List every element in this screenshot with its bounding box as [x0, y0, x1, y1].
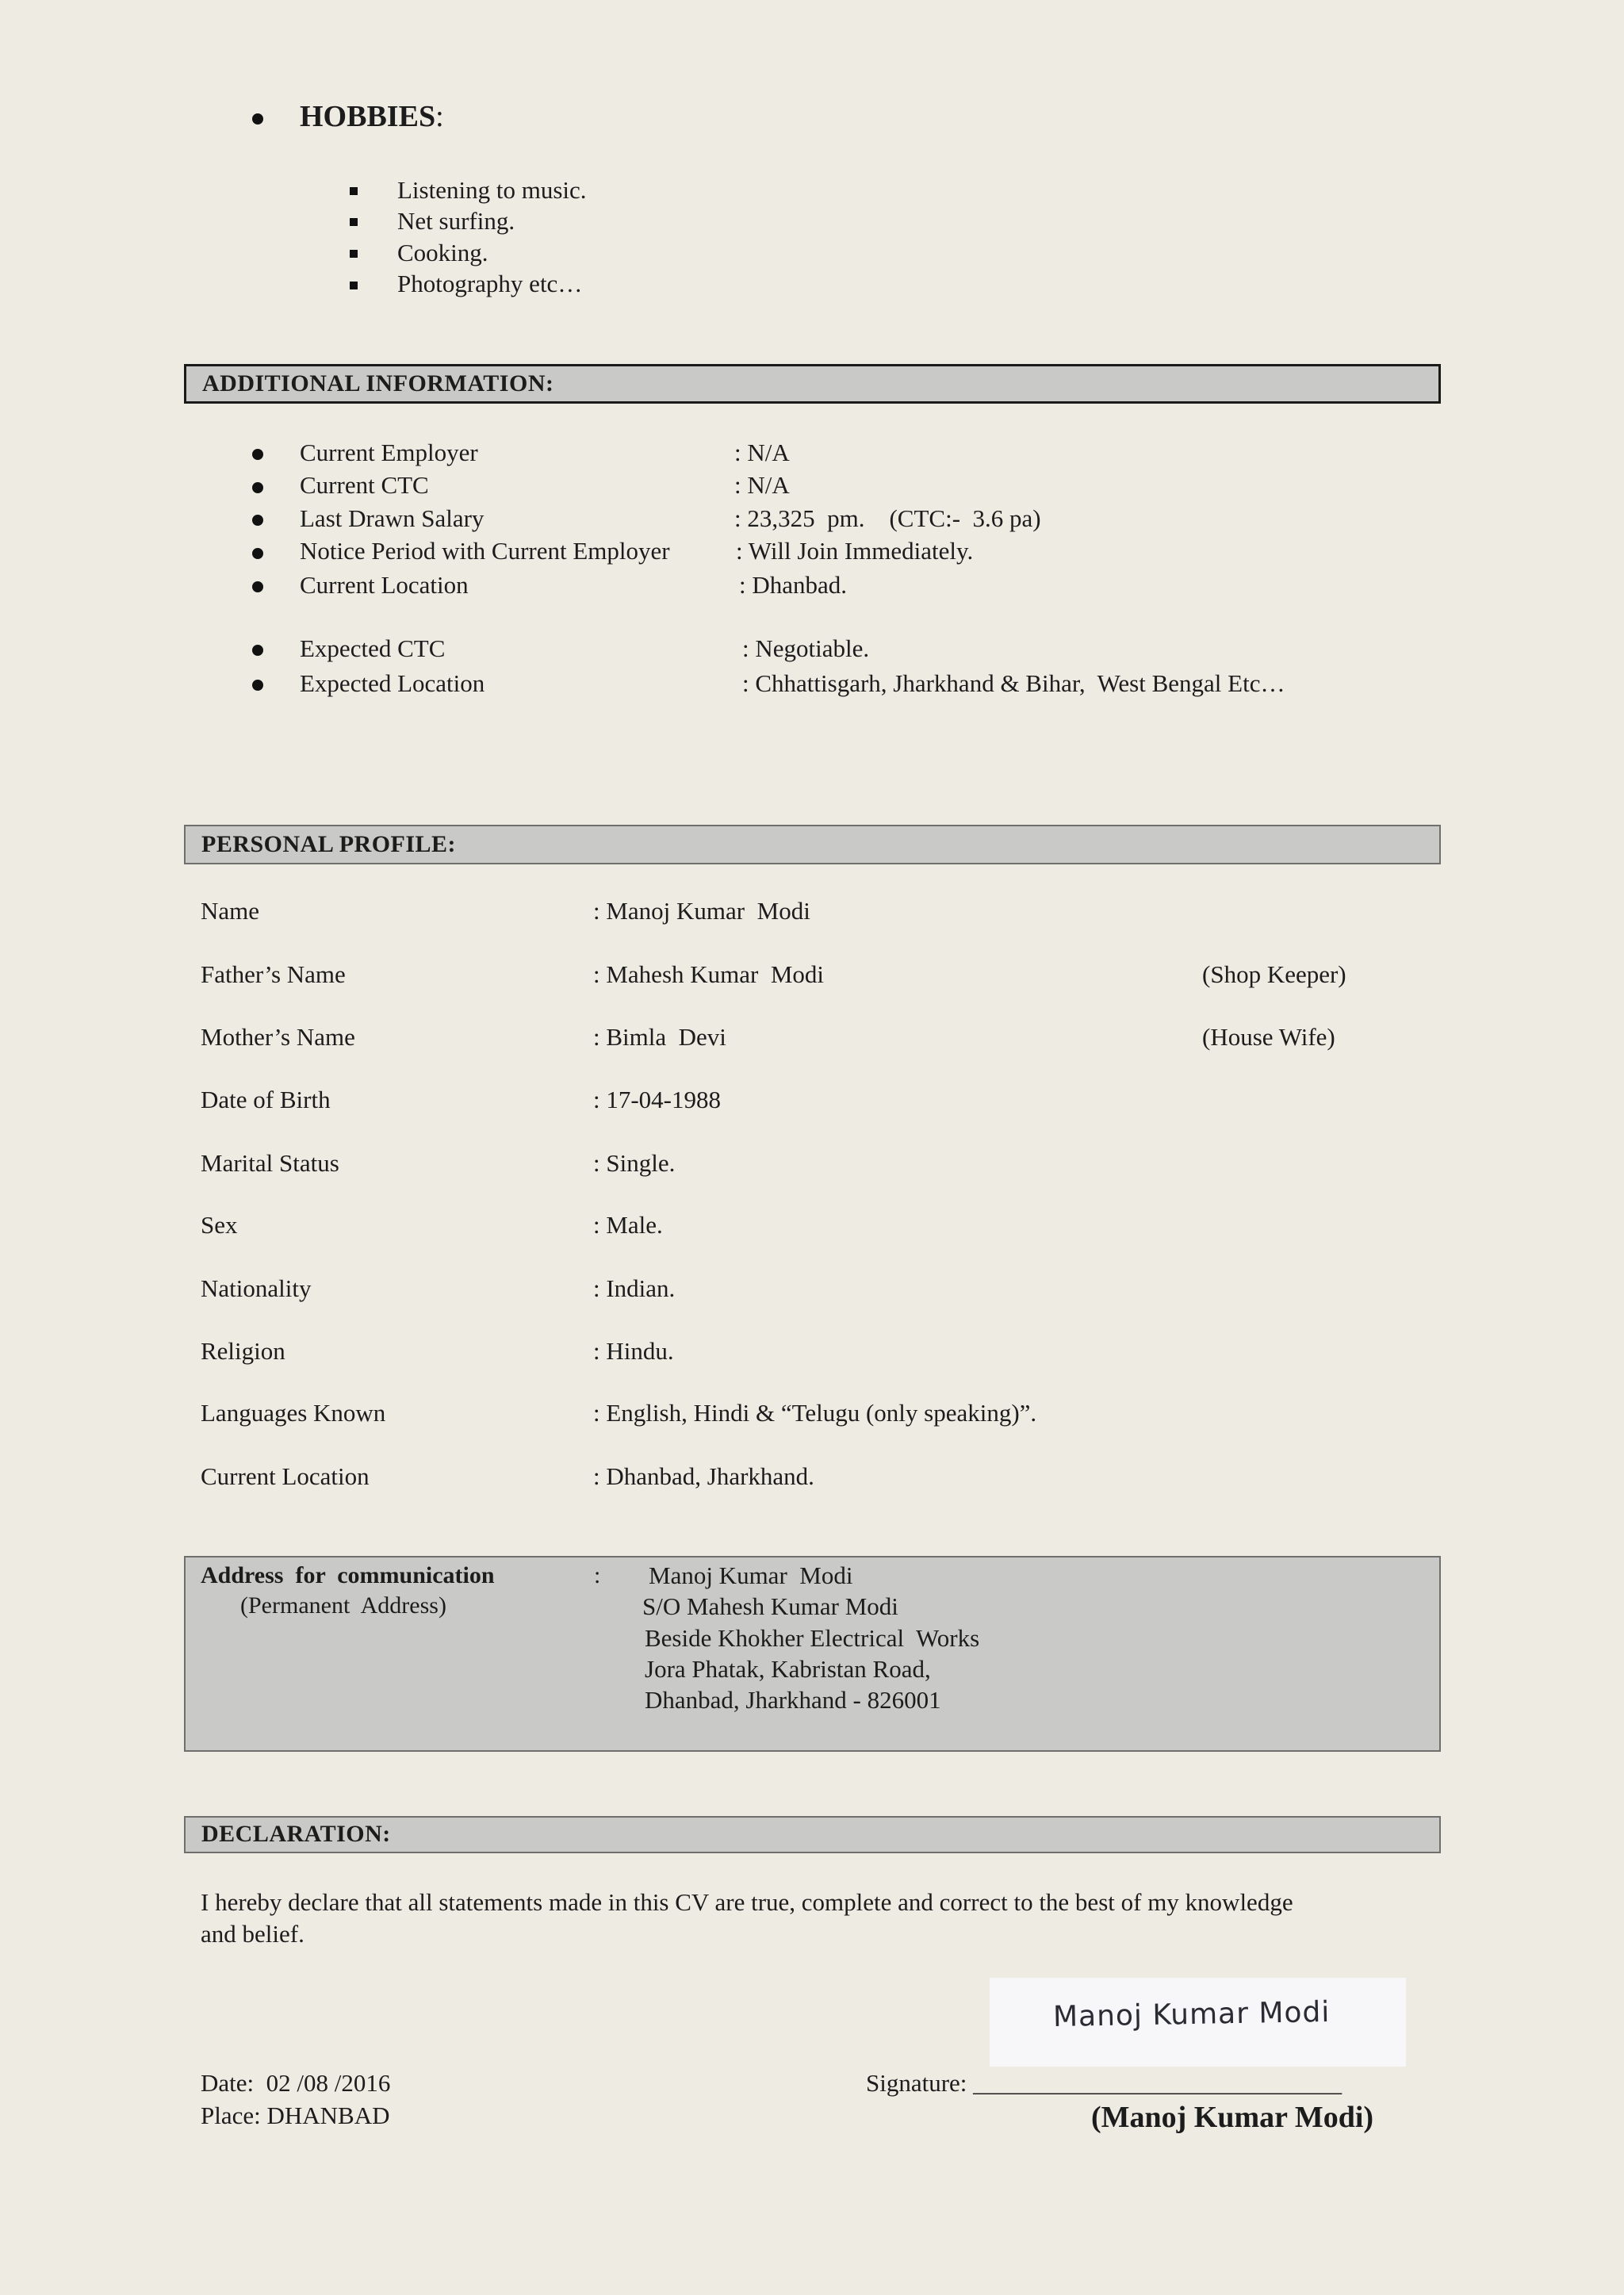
bullet-dot-icon — [252, 680, 263, 691]
date-text: Date: 02 /08 /2016 — [201, 2069, 391, 2097]
info-label: Expected Location — [300, 669, 485, 697]
profile-value: : English, Hindi & “Telugu (only speaking)”. — [593, 1399, 1037, 1427]
address-line: Dhanbad, Jharkhand - 826001 — [645, 1686, 941, 1714]
square-bullet-icon — [350, 282, 358, 289]
address-line: Manoj Kumar Modi — [649, 1561, 853, 1589]
square-bullet-icon — [350, 187, 358, 195]
profile-value: : Mahesh Kumar Modi — [593, 960, 825, 988]
info-value: : 23,325 pm. (CTC:- 3.6 pa) — [734, 504, 1041, 532]
bullet-dot-icon — [252, 645, 263, 656]
address-label: Address for communication — [201, 1562, 495, 1588]
declaration-text: I hereby declare that all statements made in this CV are true, complete and correct to the best of my knowledge — [201, 1888, 1293, 1916]
address-colon: : — [594, 1562, 601, 1588]
hobbies-title: HOBBIES — [300, 100, 436, 133]
signature-image — [990, 1978, 1406, 2067]
profile-value: : Indian. — [593, 1274, 676, 1302]
info-value: : Negotiable. — [742, 634, 870, 662]
hobby-item: Cooking. — [397, 239, 488, 266]
info-value: : Chhattisgarh, Jharkhand & Bihar, West Bengal Etc… — [742, 669, 1285, 697]
hobby-item: Photography etc… — [397, 270, 583, 297]
profile-label: Date of Birth — [201, 1086, 331, 1113]
info-value: : N/A — [734, 439, 790, 466]
info-label: Notice Period with Current Employer — [300, 537, 670, 565]
profile-label: Father’s Name — [201, 960, 346, 988]
hobbies-heading — [300, 99, 444, 134]
bullet-dot-icon — [252, 548, 263, 559]
profile-value: : Manoj Kumar Modi — [593, 897, 810, 925]
profile-value: : Bimla Devi — [593, 1023, 726, 1051]
declaration-bar — [184, 1816, 1441, 1853]
profile-label: Marital Status — [201, 1149, 339, 1177]
profile-value: : Dhanbad, Jharkhand. — [593, 1462, 814, 1490]
profile-label: Languages Known — [201, 1399, 386, 1427]
info-label: Current Location — [300, 571, 469, 599]
declaration-text: and belief. — [201, 1920, 304, 1948]
info-value: : Dhanbad. — [739, 571, 848, 599]
bullet-dot-icon — [252, 113, 263, 125]
profile-label: Name — [201, 897, 260, 925]
info-label: Current Employer — [300, 439, 478, 466]
address-line: Jora Phatak, Kabristan Road, — [645, 1655, 931, 1683]
personal-profile-bar — [184, 825, 1441, 864]
personal-profile-heading: PERSONAL PROFILE: — [201, 831, 457, 857]
additional-info-heading: ADDITIONAL INFORMATION: — [202, 370, 554, 397]
hobbies-colon: : — [435, 100, 444, 133]
profile-label: Religion — [201, 1337, 285, 1365]
signature-handwriting: Manoj Kumar Modi — [1052, 1995, 1331, 2034]
profile-value: : Male. — [593, 1211, 663, 1239]
info-label: Last Drawn Salary — [300, 504, 485, 532]
profile-note: (Shop Keeper) — [1202, 960, 1346, 988]
additional-info-bar — [184, 364, 1441, 404]
hobby-item: Listening to music. — [397, 176, 587, 204]
profile-label: Nationality — [201, 1274, 312, 1302]
profile-label: Sex — [201, 1211, 238, 1239]
square-bullet-icon — [350, 218, 358, 226]
info-value: : Will Join Immediately. — [736, 537, 974, 565]
profile-label: Current Location — [201, 1462, 370, 1490]
address-sublabel: (Permanent Address) — [240, 1592, 446, 1619]
bullet-dot-icon — [252, 515, 263, 526]
address-line: Beside Khokher Electrical Works — [645, 1624, 980, 1652]
profile-value: : Hindu. — [593, 1337, 674, 1365]
bullet-dot-icon — [252, 449, 263, 460]
signatory-name: (Manoj Kumar Modi) — [1091, 2101, 1374, 2134]
address-line: S/O Mahesh Kumar Modi — [642, 1592, 898, 1620]
profile-note: (House Wife) — [1202, 1023, 1335, 1051]
hobby-item: Net surfing. — [397, 207, 515, 235]
bullet-dot-icon — [252, 482, 263, 493]
info-value: : N/A — [734, 471, 790, 499]
declaration-heading: DECLARATION: — [201, 1821, 391, 1847]
info-label: Expected CTC — [300, 634, 446, 662]
signature-label: Signature: ______________________________ — [866, 2069, 1342, 2097]
profile-value: : Single. — [593, 1149, 676, 1177]
profile-label: Mother’s Name — [201, 1023, 355, 1051]
place-text: Place: DHANBAD — [201, 2102, 390, 2129]
info-label: Current CTC — [300, 471, 429, 499]
bullet-dot-icon — [252, 581, 263, 592]
square-bullet-icon — [350, 250, 358, 258]
profile-value: : 17-04-1988 — [593, 1086, 722, 1113]
